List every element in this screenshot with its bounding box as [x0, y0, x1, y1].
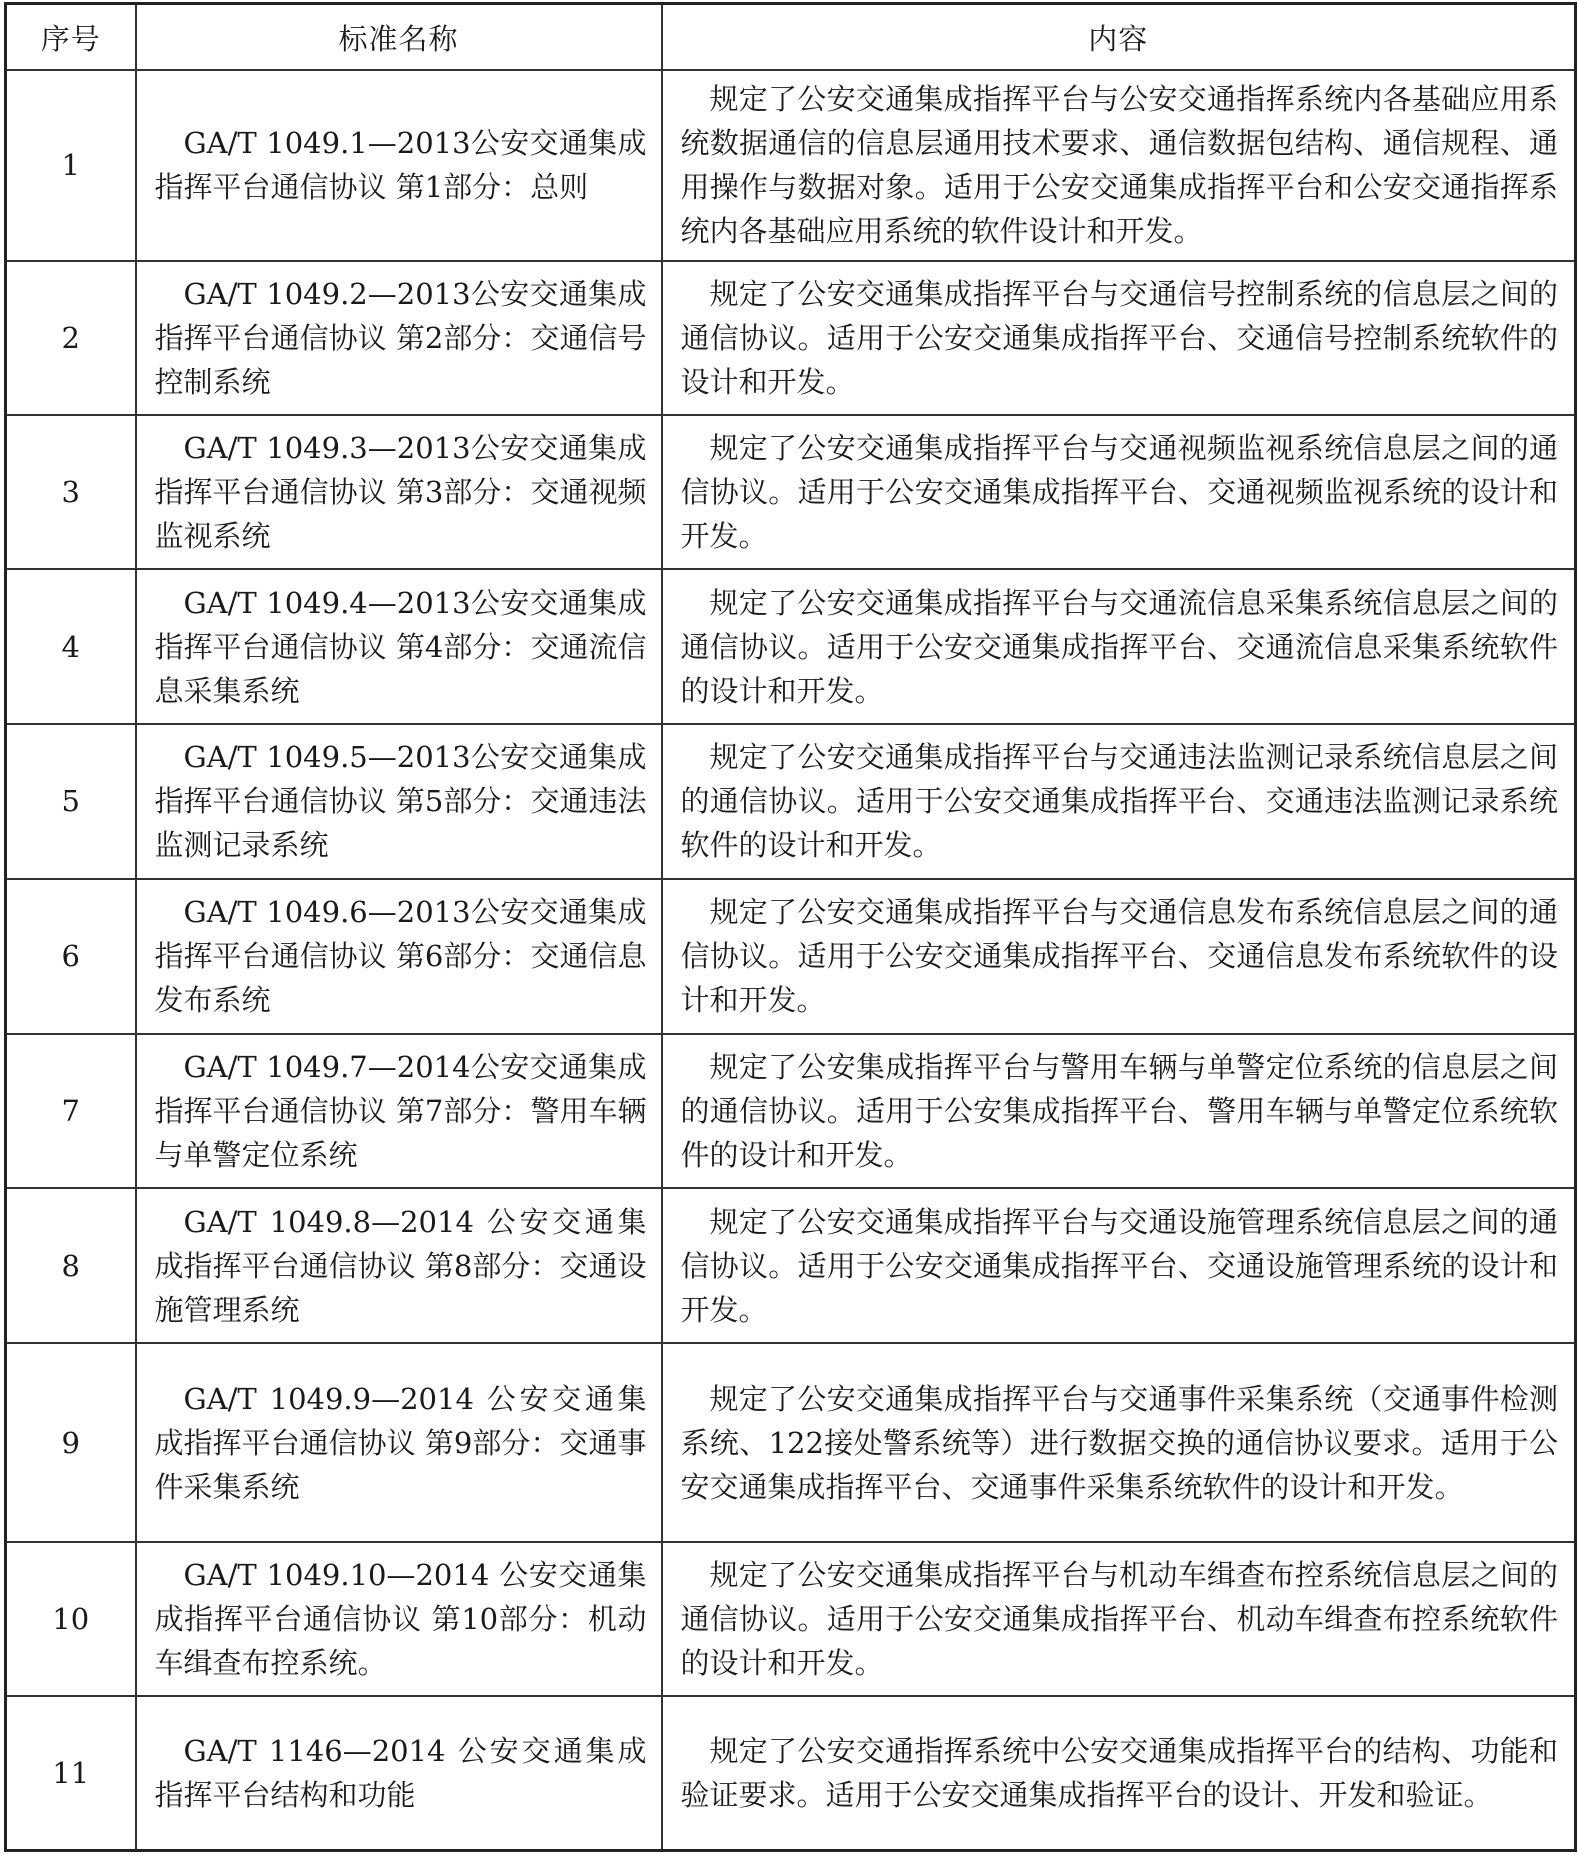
table-row — [6, 569, 1576, 724]
standard-content: 规定了公安交通集成指挥平台与交通事件采集系统（交通事件检测系统、122接处警系统等）进行数据交换的通信协议要求。适用于公安交通集成指挥平台、交通事件采集系统软件的设计和开发。 — [662, 1343, 1576, 1542]
standard-content: 规定了公安交通指挥系统中公安交通集成指挥平台的结构、功能和验证要求。适用于公安交通集成指挥平台的设计、开发和验证。 — [662, 1696, 1576, 1851]
row-index: 6 — [6, 879, 136, 1034]
table-row — [6, 261, 1576, 415]
header-index: 序号 — [6, 4, 136, 71]
standard-name: GA/T 1049.10—2014 公安交通集成指挥平台通信协议 第10部分：机动车缉查布控系统。 — [136, 1542, 662, 1696]
table-row — [6, 1542, 1576, 1696]
row-index: 8 — [6, 1188, 136, 1343]
table-row — [6, 1343, 1576, 1542]
standard-name: GA/T 1049.8—2014 公安交通集成指挥平台通信协议 第8部分：交通设施管理系统 — [136, 1188, 662, 1343]
standard-name: GA/T 1049.6—2013公安交通集成指挥平台通信协议 第6部分：交通信息发布系统 — [136, 879, 662, 1034]
table-row — [6, 724, 1576, 879]
header-row — [6, 4, 1576, 71]
table-row — [6, 1696, 1576, 1851]
standard-name: GA/T 1049.5—2013公安交通集成指挥平台通信协议 第5部分：交通违法监测记录系统 — [136, 724, 662, 879]
standard-name: GA/T 1049.3—2013公安交通集成指挥平台通信协议 第3部分：交通视频监视系统 — [136, 415, 662, 570]
row-index: 5 — [6, 724, 136, 879]
table-row — [6, 1034, 1576, 1189]
standard-name: GA/T 1049.1—2013公安交通集成指挥平台通信协议 第1部分：总则 — [136, 70, 662, 261]
header-name: 标准名称 — [136, 4, 662, 71]
standard-name: GA/T 1049.9—2014 公安交通集成指挥平台通信协议 第9部分：交通事件采集系统 — [136, 1343, 662, 1542]
standard-content: 规定了公安交通集成指挥平台与交通视频监视系统信息层之间的通信协议。适用于公安交通集成指挥平台、交通视频监视系统的设计和开发。 — [662, 415, 1576, 570]
row-index: 3 — [6, 415, 136, 570]
table-row — [6, 879, 1576, 1034]
standards-table-container — [4, 2, 1574, 1852]
row-index: 9 — [6, 1343, 136, 1542]
standard-content: 规定了公安交通集成指挥平台与交通设施管理系统信息层之间的通信协议。适用于公安交通集成指挥平台、交通设施管理系统的设计和开发。 — [662, 1188, 1576, 1343]
standard-name: GA/T 1049.7—2014公安交通集成指挥平台通信协议 第7部分：警用车辆与单警定位系统 — [136, 1034, 662, 1189]
standard-name: GA/T 1146—2014 公安交通集成指挥平台结构和功能 — [136, 1696, 662, 1851]
standard-content: 规定了公安交通集成指挥平台与交通违法监测记录系统信息层之间的通信协议。适用于公安交通集成指挥平台、交通违法监测记录系统软件的设计和开发。 — [662, 724, 1576, 879]
standard-content: 规定了公安集成指挥平台与警用车辆与单警定位系统的信息层之间的通信协议。适用于公安集成指挥平台、警用车辆与单警定位系统软件的设计和开发。 — [662, 1034, 1576, 1189]
standard-content: 规定了公安交通集成指挥平台与交通信号控制系统的信息层之间的通信协议。适用于公安交通集成指挥平台、交通信号控制系统软件的设计和开发。 — [662, 261, 1576, 415]
row-index: 7 — [6, 1034, 136, 1189]
row-index: 11 — [6, 1696, 136, 1851]
standards-table — [4, 2, 1577, 1852]
table-row — [6, 1188, 1576, 1343]
table-row — [6, 415, 1576, 570]
standard-content: 规定了公安交通集成指挥平台与交通流信息采集系统信息层之间的通信协议。适用于公安交通集成指挥平台、交通流信息采集系统软件的设计和开发。 — [662, 569, 1576, 724]
standard-content: 规定了公安交通集成指挥平台与公安交通指挥系统内各基础应用系统数据通信的信息层通用技术要求、通信数据包结构、通信规程、通用操作与数据对象。适用于公安交通集成指挥平台和公安交通指挥系统内各基础应用系统的软件设计和开发。 — [662, 70, 1576, 261]
standard-content: 规定了公安交通集成指挥平台与交通信息发布系统信息层之间的通信协议。适用于公安交通集成指挥平台、交通信息发布系统软件的设计和开发。 — [662, 879, 1576, 1034]
row-index: 10 — [6, 1542, 136, 1696]
header-content: 内容 — [662, 4, 1576, 71]
row-index: 4 — [6, 569, 136, 724]
standard-content: 规定了公安交通集成指挥平台与机动车缉查布控系统信息层之间的通信协议。适用于公安交通集成指挥平台、机动车缉查布控系统软件的设计和开发。 — [662, 1542, 1576, 1696]
standard-name: GA/T 1049.2—2013公安交通集成指挥平台通信协议 第2部分：交通信号控制系统 — [136, 261, 662, 415]
standard-name: GA/T 1049.4—2013公安交通集成指挥平台通信协议 第4部分：交通流信息采集系统 — [136, 569, 662, 724]
row-index: 2 — [6, 261, 136, 415]
table-row — [6, 70, 1576, 261]
row-index: 1 — [6, 70, 136, 261]
